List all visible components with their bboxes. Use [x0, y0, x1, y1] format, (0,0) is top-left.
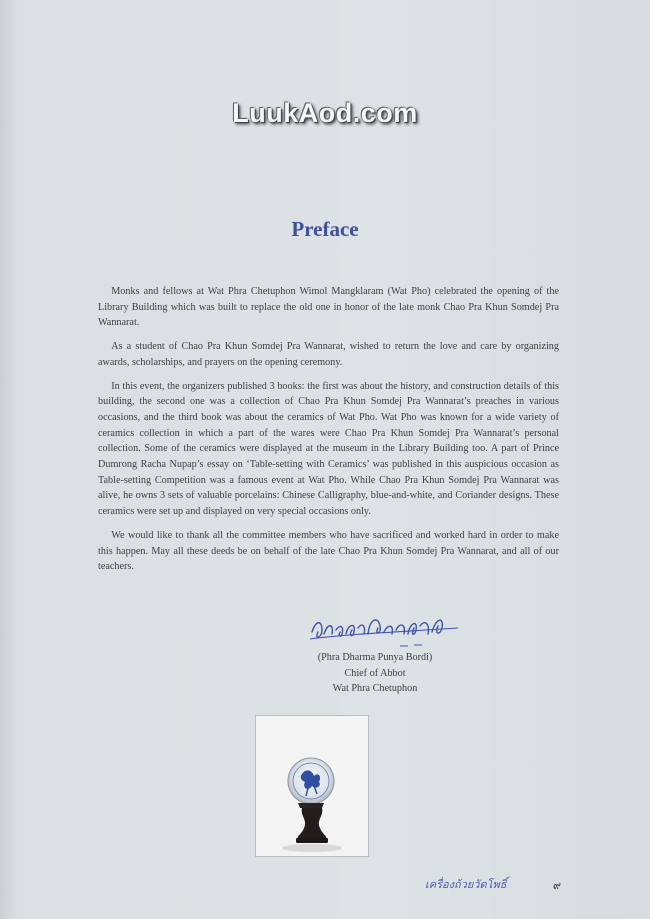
signatory-block	[290, 650, 460, 697]
page-number: ๙	[553, 879, 562, 892]
site-watermark: LuukAod.com	[232, 98, 418, 128]
preface-body	[98, 284, 559, 583]
signatory-position: Chief of Abbot	[344, 667, 406, 679]
paragraph-2: As a student of Chao Pra Khun Somdej Pra Wannarat, wished to return the love and care by organizing awards, scholarships, and prayers on the opening ceremony.	[98, 341, 559, 368]
page-title: Preface	[291, 217, 359, 241]
paragraph-4: We would like to thank all the committee members who have sacrificed and worked hard in order to make this happen. May all these deeds be on behalf of the late Chao Pra Khun Somdej Pra Wannarat, and all of our teachers.	[98, 529, 559, 573]
signatory-temple: Wat Phra Chetuphon	[332, 683, 418, 694]
paragraph-3: In this event, the organizers published 3 books: the first was about the history, and construction details of this building, the second one was a collection of Chao Pra Khun Somdej Pra Wannarat’s preaches in various occasions, and the third book was about the ceramics of Wat Pho. Wat Pho was known for a wide variety of ceramics collection in which a part of the wares were Chao Pra Khun Somdej Pra Wannarat’s personal collection. Some of the ceramics were displayed at the museum in the Library Building too. A part of Prince Dumrong Racha Nupap’s essay on ‘Table-setting with Ceramics’ was published in this auspicious occasion as Table-setting Competition was a famous event at Wat Pho. While Chao Pra Khun Somdej Pra Wannarat was alive, he owns 3 sets of valuable porcelains: Chinese Calligraphy, blue-and-white, and Coriander designs. These ceramics were set up and displayed on very special occasions only.	[98, 380, 559, 518]
footer-book-title: เครื่องถ้วยวัดโพธิ์	[425, 878, 507, 891]
ceramic-plate-photo	[255, 715, 369, 857]
paragraph-1: Monks and fellows at Wat Phra Chetuphon Wimol Mangklaram (Wat Pho) celebrated the opening of the Library Building which was built to replace the old one in honor of the late monk Chao Pra Khun Somdej Pra Wannarat.	[98, 286, 559, 329]
signatory-name: (Phra Dharma Punya Bordi)	[317, 652, 433, 663]
handwritten-signature	[308, 612, 468, 650]
plate-on-stand-image	[256, 716, 368, 856]
